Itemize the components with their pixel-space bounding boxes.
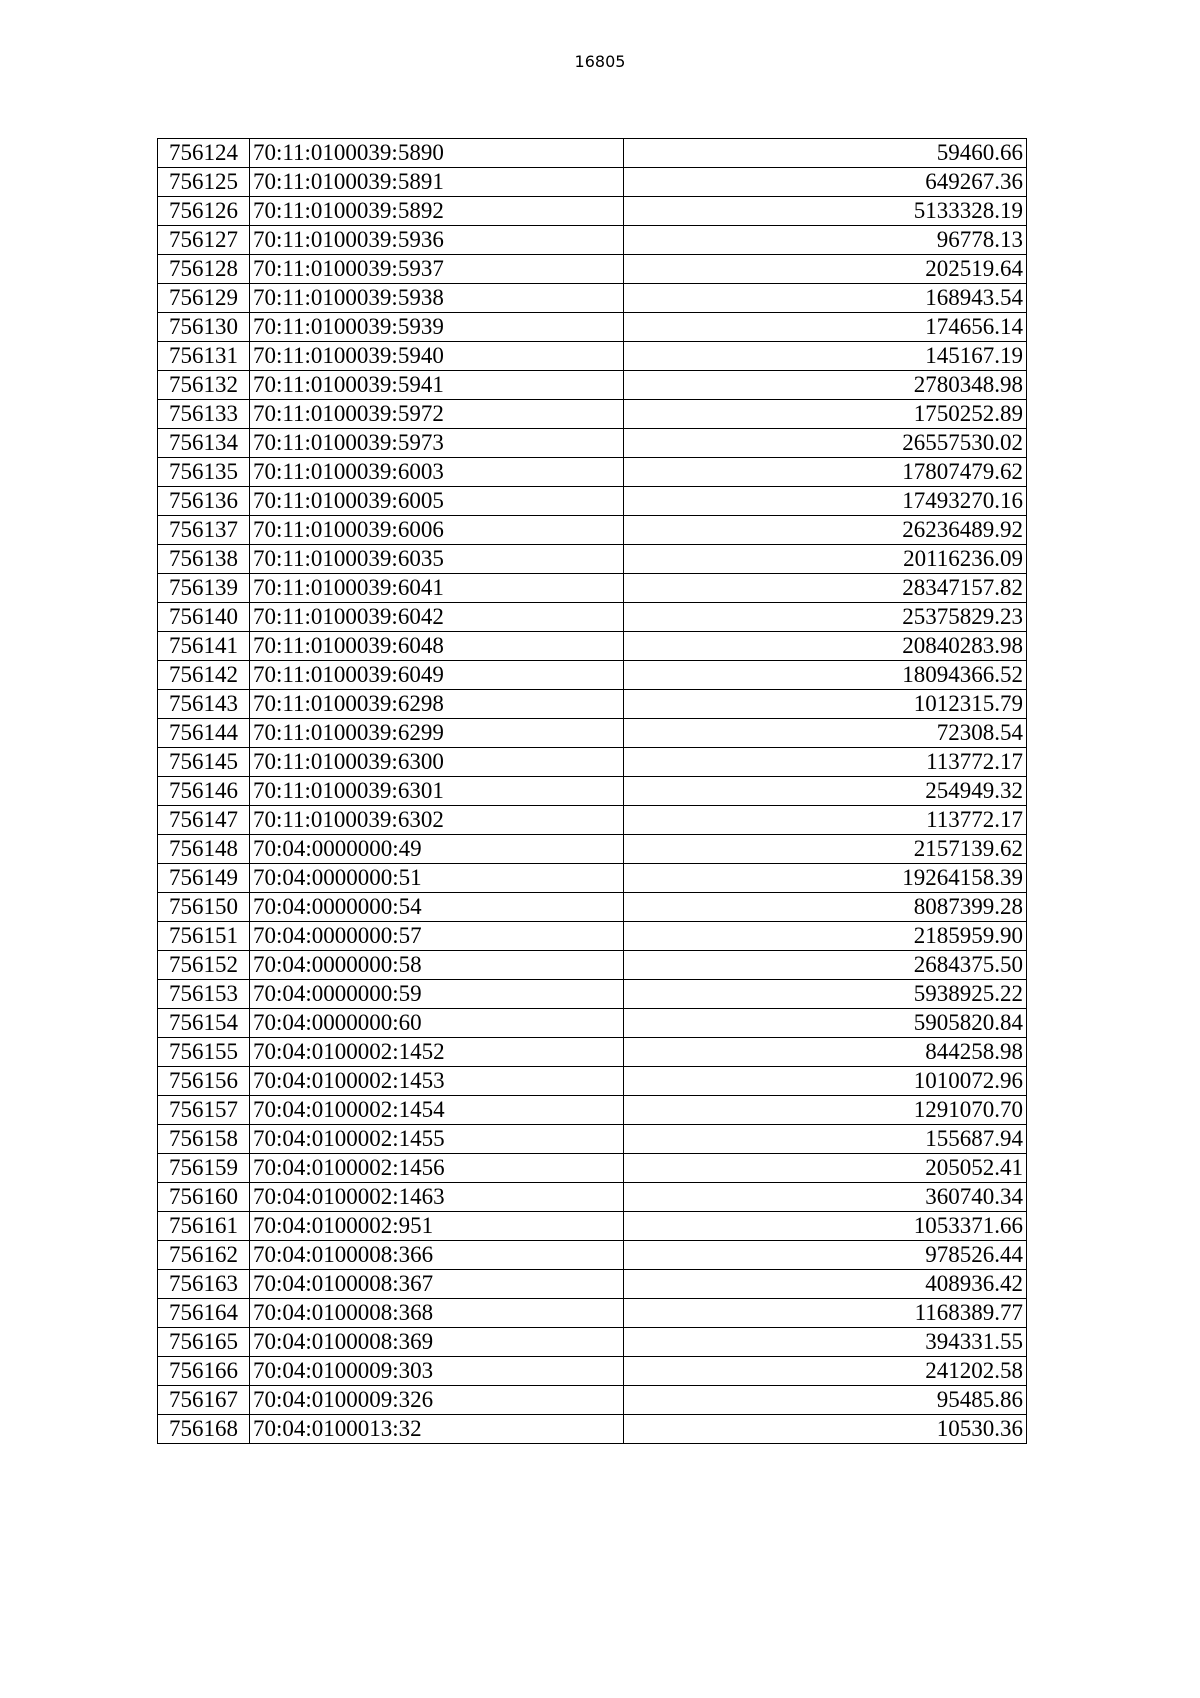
- cadastral-number-cell: 70:11:0100039:6302: [250, 806, 624, 835]
- cadastral-number-cell: 70:04:0000000:59: [250, 980, 624, 1009]
- value-cell: 19264158.39: [624, 864, 1027, 893]
- row-number-cell: 756168: [158, 1415, 250, 1444]
- cadastral-number-cell: 70:04:0100002:1453: [250, 1067, 624, 1096]
- row-number-cell: 756141: [158, 632, 250, 661]
- value-cell: 10530.36: [624, 1415, 1027, 1444]
- row-number-cell: 756134: [158, 429, 250, 458]
- row-number-cell: 756127: [158, 226, 250, 255]
- cadastral-number-cell: 70:11:0100039:5891: [250, 168, 624, 197]
- value-cell: 2780348.98: [624, 371, 1027, 400]
- row-number-cell: 756136: [158, 487, 250, 516]
- row-number-cell: 756144: [158, 719, 250, 748]
- row-number-cell: 756154: [158, 1009, 250, 1038]
- row-number-cell: 756143: [158, 690, 250, 719]
- row-number-cell: 756150: [158, 893, 250, 922]
- row-number-cell: 756133: [158, 400, 250, 429]
- table-row: [158, 429, 1027, 458]
- value-cell: 360740.34: [624, 1183, 1027, 1212]
- row-number-cell: 756124: [158, 139, 250, 168]
- row-number-cell: 756128: [158, 255, 250, 284]
- value-cell: 1750252.89: [624, 400, 1027, 429]
- value-cell: 28347157.82: [624, 574, 1027, 603]
- table-row: [158, 603, 1027, 632]
- cadastral-number-cell: 70:04:0000000:60: [250, 1009, 624, 1038]
- row-number-cell: 756147: [158, 806, 250, 835]
- value-cell: 202519.64: [624, 255, 1027, 284]
- cadastral-number-cell: 70:04:0000000:58: [250, 951, 624, 980]
- table-row: [158, 1212, 1027, 1241]
- row-number-cell: 756159: [158, 1154, 250, 1183]
- row-number-cell: 756126: [158, 197, 250, 226]
- value-cell: 1291070.70: [624, 1096, 1027, 1125]
- row-number-cell: 756160: [158, 1183, 250, 1212]
- cadastral-number-cell: 70:04:0100008:369: [250, 1328, 624, 1357]
- row-number-cell: 756165: [158, 1328, 250, 1357]
- value-cell: 978526.44: [624, 1241, 1027, 1270]
- cadastral-number-cell: 70:11:0100039:6003: [250, 458, 624, 487]
- cadastral-number-cell: 70:11:0100039:6299: [250, 719, 624, 748]
- cadastral-number-cell: 70:11:0100039:5972: [250, 400, 624, 429]
- value-cell: 25375829.23: [624, 603, 1027, 632]
- cadastral-number-cell: 70:04:0100013:32: [250, 1415, 624, 1444]
- row-number-cell: 756153: [158, 980, 250, 1009]
- value-cell: 241202.58: [624, 1357, 1027, 1386]
- cadastral-number-cell: 70:11:0100039:6049: [250, 661, 624, 690]
- cadastral-number-cell: 70:11:0100039:5890: [250, 139, 624, 168]
- cadastral-number-cell: 70:04:0100002:1463: [250, 1183, 624, 1212]
- cadastral-number-cell: 70:11:0100039:6301: [250, 777, 624, 806]
- value-cell: 18094366.52: [624, 661, 1027, 690]
- value-cell: 17807479.62: [624, 458, 1027, 487]
- table-row: [158, 371, 1027, 400]
- table-row: [158, 1009, 1027, 1038]
- table-row: [158, 835, 1027, 864]
- value-cell: 72308.54: [624, 719, 1027, 748]
- table-row: [158, 139, 1027, 168]
- table-row: [158, 284, 1027, 313]
- row-number-cell: 756161: [158, 1212, 250, 1241]
- row-number-cell: 756137: [158, 516, 250, 545]
- table-row: [158, 806, 1027, 835]
- value-cell: 113772.17: [624, 748, 1027, 777]
- cadastral-number-cell: 70:11:0100039:5892: [250, 197, 624, 226]
- cadastral-number-cell: 70:04:0100002:1455: [250, 1125, 624, 1154]
- cadastral-number-cell: 70:11:0100039:5936: [250, 226, 624, 255]
- cadastral-number-cell: 70:11:0100039:6035: [250, 545, 624, 574]
- cadastral-number-cell: 70:04:0100002:1454: [250, 1096, 624, 1125]
- table-row: [158, 922, 1027, 951]
- value-cell: 174656.14: [624, 313, 1027, 342]
- cadastral-number-cell: 70:04:0100008:368: [250, 1299, 624, 1328]
- table-row: [158, 951, 1027, 980]
- table-row: [158, 255, 1027, 284]
- row-number-cell: 756163: [158, 1270, 250, 1299]
- table-row: [158, 1241, 1027, 1270]
- cadastral-number-cell: 70:11:0100039:6006: [250, 516, 624, 545]
- cadastral-number-cell: 70:11:0100039:5973: [250, 429, 624, 458]
- cadastral-number-cell: 70:11:0100039:6048: [250, 632, 624, 661]
- value-cell: 20840283.98: [624, 632, 1027, 661]
- value-cell: 95485.86: [624, 1386, 1027, 1415]
- cadastral-number-cell: 70:11:0100039:5938: [250, 284, 624, 313]
- table-row: [158, 1125, 1027, 1154]
- row-number-cell: 756157: [158, 1096, 250, 1125]
- table-row: [158, 690, 1027, 719]
- table-row: [158, 1357, 1027, 1386]
- row-number-cell: 756125: [158, 168, 250, 197]
- table-row: [158, 748, 1027, 777]
- cadastral-number-cell: 70:11:0100039:5940: [250, 342, 624, 371]
- value-cell: 113772.17: [624, 806, 1027, 835]
- cadastral-number-cell: 70:04:0100009:303: [250, 1357, 624, 1386]
- cadastral-number-cell: 70:04:0100009:326: [250, 1386, 624, 1415]
- table-row: [158, 777, 1027, 806]
- table-row: [158, 661, 1027, 690]
- table-row: [158, 1270, 1027, 1299]
- table-row: [158, 632, 1027, 661]
- row-number-cell: 756148: [158, 835, 250, 864]
- table-row: [158, 313, 1027, 342]
- value-cell: 26557530.02: [624, 429, 1027, 458]
- row-number-cell: 756138: [158, 545, 250, 574]
- row-number-cell: 756156: [158, 1067, 250, 1096]
- row-number-cell: 756151: [158, 922, 250, 951]
- value-cell: 205052.41: [624, 1154, 1027, 1183]
- table-row: [158, 719, 1027, 748]
- value-cell: 8087399.28: [624, 893, 1027, 922]
- cadastral-number-cell: 70:11:0100039:6041: [250, 574, 624, 603]
- row-number-cell: 756155: [158, 1038, 250, 1067]
- row-number-cell: 756166: [158, 1357, 250, 1386]
- cadastral-number-cell: 70:04:0100002:951: [250, 1212, 624, 1241]
- table-row: [158, 1154, 1027, 1183]
- table-row: [158, 168, 1027, 197]
- value-cell: 17493270.16: [624, 487, 1027, 516]
- data-table: [157, 138, 1027, 1444]
- row-number-cell: 756167: [158, 1386, 250, 1415]
- table-row: [158, 487, 1027, 516]
- cadastral-number-cell: 70:04:0000000:57: [250, 922, 624, 951]
- row-number-cell: 756152: [158, 951, 250, 980]
- value-cell: 844258.98: [624, 1038, 1027, 1067]
- cadastral-number-cell: 70:11:0100039:6005: [250, 487, 624, 516]
- row-number-cell: 756131: [158, 342, 250, 371]
- table-row: [158, 1038, 1027, 1067]
- table-row: [158, 516, 1027, 545]
- cadastral-number-cell: 70:04:0000000:51: [250, 864, 624, 893]
- value-cell: 254949.32: [624, 777, 1027, 806]
- value-cell: 145167.19: [624, 342, 1027, 371]
- row-number-cell: 756132: [158, 371, 250, 400]
- value-cell: 2157139.62: [624, 835, 1027, 864]
- table-row: [158, 1096, 1027, 1125]
- row-number-cell: 756140: [158, 603, 250, 632]
- value-cell: 394331.55: [624, 1328, 1027, 1357]
- table-row: [158, 458, 1027, 487]
- table-row: [158, 864, 1027, 893]
- table-row: [158, 893, 1027, 922]
- table-row: [158, 574, 1027, 603]
- row-number-cell: 756146: [158, 777, 250, 806]
- table-row: [158, 1299, 1027, 1328]
- table-row: [158, 545, 1027, 574]
- table-row: [158, 1386, 1027, 1415]
- table-row: [158, 980, 1027, 1009]
- table-row: [158, 1415, 1027, 1444]
- cadastral-number-cell: 70:04:0000000:49: [250, 835, 624, 864]
- row-number-cell: 756158: [158, 1125, 250, 1154]
- page-number: 16805: [574, 52, 626, 71]
- cadastral-number-cell: 70:04:0000000:54: [250, 893, 624, 922]
- row-number-cell: 756149: [158, 864, 250, 893]
- value-cell: 5938925.22: [624, 980, 1027, 1009]
- row-number-cell: 756129: [158, 284, 250, 313]
- value-cell: 26236489.92: [624, 516, 1027, 545]
- table-row: [158, 197, 1027, 226]
- table-row: [158, 400, 1027, 429]
- row-number-cell: 756142: [158, 661, 250, 690]
- row-number-cell: 756130: [158, 313, 250, 342]
- value-cell: 2185959.90: [624, 922, 1027, 951]
- value-cell: 1053371.66: [624, 1212, 1027, 1241]
- cadastral-number-cell: 70:04:0100002:1452: [250, 1038, 624, 1067]
- value-cell: 1168389.77: [624, 1299, 1027, 1328]
- table-row: [158, 1183, 1027, 1212]
- row-number-cell: 756164: [158, 1299, 250, 1328]
- cadastral-number-cell: 70:11:0100039:6298: [250, 690, 624, 719]
- value-cell: 1012315.79: [624, 690, 1027, 719]
- value-cell: 5905820.84: [624, 1009, 1027, 1038]
- value-cell: 59460.66: [624, 139, 1027, 168]
- value-cell: 168943.54: [624, 284, 1027, 313]
- cadastral-number-cell: 70:04:0100008:366: [250, 1241, 624, 1270]
- cadastral-number-cell: 70:11:0100039:5937: [250, 255, 624, 284]
- value-cell: 1010072.96: [624, 1067, 1027, 1096]
- cadastral-number-cell: 70:04:0100002:1456: [250, 1154, 624, 1183]
- cadastral-number-cell: 70:11:0100039:6042: [250, 603, 624, 632]
- value-cell: 155687.94: [624, 1125, 1027, 1154]
- table-row: [158, 1328, 1027, 1357]
- cadastral-number-cell: 70:11:0100039:5941: [250, 371, 624, 400]
- table-row: [158, 342, 1027, 371]
- value-cell: 408936.42: [624, 1270, 1027, 1299]
- row-number-cell: 756135: [158, 458, 250, 487]
- value-cell: 96778.13: [624, 226, 1027, 255]
- value-cell: 649267.36: [624, 168, 1027, 197]
- table-body: [158, 139, 1027, 1444]
- row-number-cell: 756162: [158, 1241, 250, 1270]
- cadastral-number-cell: 70:04:0100008:367: [250, 1270, 624, 1299]
- table-row: [158, 1067, 1027, 1096]
- row-number-cell: 756145: [158, 748, 250, 777]
- value-cell: 2684375.50: [624, 951, 1027, 980]
- cadastral-number-cell: 70:11:0100039:5939: [250, 313, 624, 342]
- value-cell: 20116236.09: [624, 545, 1027, 574]
- cadastral-number-cell: 70:11:0100039:6300: [250, 748, 624, 777]
- table-row: [158, 226, 1027, 255]
- value-cell: 5133328.19: [624, 197, 1027, 226]
- row-number-cell: 756139: [158, 574, 250, 603]
